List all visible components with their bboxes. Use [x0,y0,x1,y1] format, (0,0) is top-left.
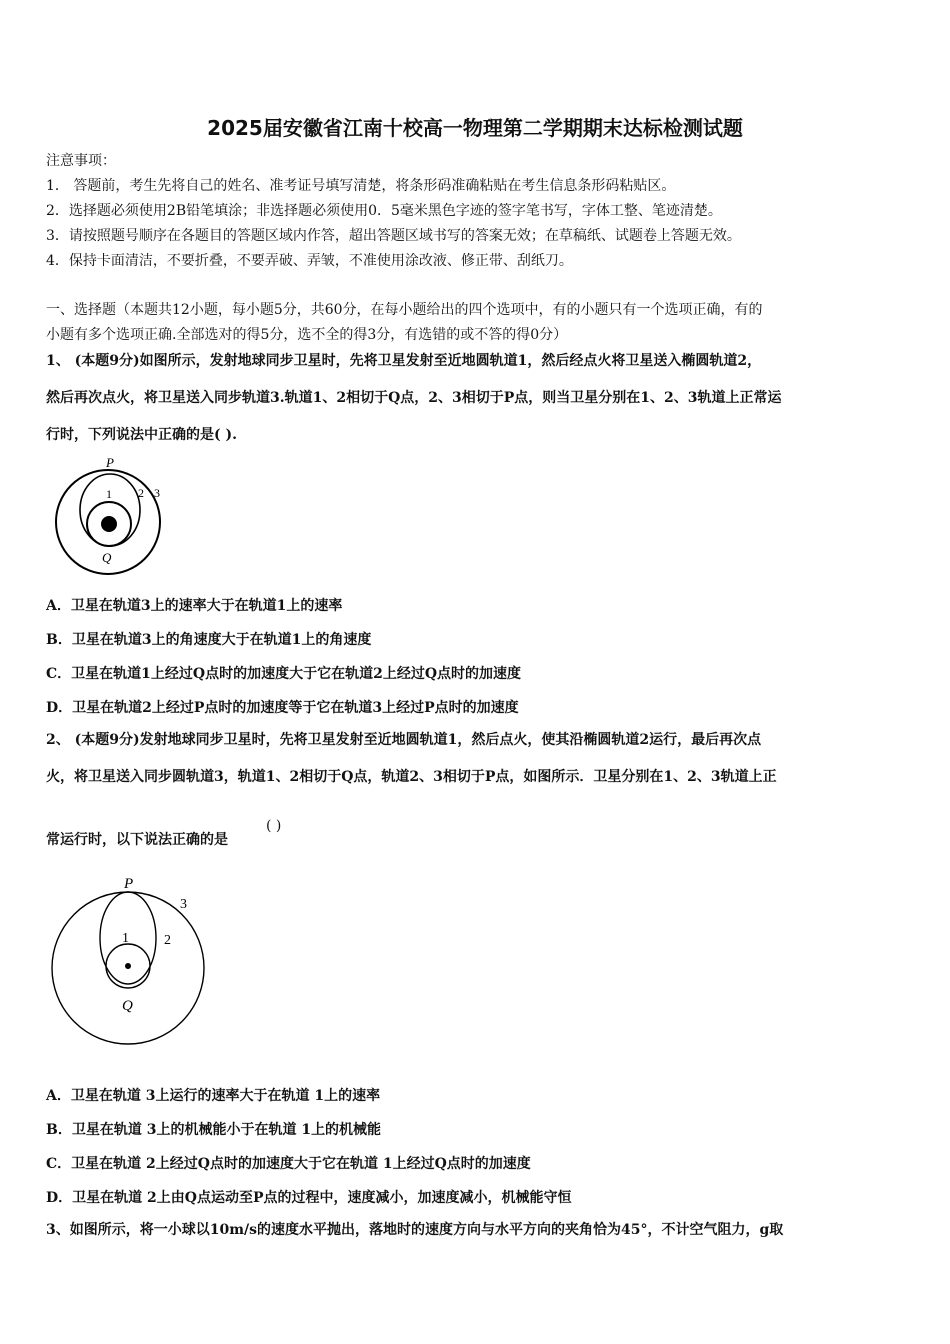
q1-option-a: A．卫星在轨道3上的速率大于在轨道1上的速率 [46,598,343,614]
q1-stem-line3: 行时，下列说法中正确的是( ). [46,427,237,443]
q1-option-c: C．卫星在轨道1上经过Q点时的加速度大于它在轨道2上经过Q点时的加速度 [46,666,522,682]
q2-option-a: A．卫星在轨道 3上运行的速率大于在轨道 1上的速率 [46,1088,381,1104]
q2-option-c: C．卫星在轨道 2上经过Q点时的加速度大于它在轨道 1上经过Q点时的加速度 [46,1156,531,1172]
q2-option-d: D．卫星在轨道 2上由Q点运动至P点的过程中，速度减小，加速度减小，机械能守恒 [46,1190,572,1206]
notice-item: 2．选择题必须使用2B铅笔填涂；非选择题必须使用0．5毫米黑色字迹的签字笔书写，字体工整、笔迹清楚。 [46,203,722,219]
q2-earth [125,963,131,969]
q1-stem-line2: 然后再次点火，将卫星送入同步轨道3.轨道1、2相切于Q点，2、3相切于P点，则当卫星分别在1、2、3轨道上正常运 [46,390,782,406]
section-intro-line1: 一、选择题（本题共12小题，每小题5分，共60分，在每小题给出的四个选项中，有的小题只有一个选项正确，有的 [46,302,763,318]
q1-label-3: 3 [154,486,160,500]
q2-stem-line1: 2、 (本题9分)发射地球同步卫星时，先将卫星发射至近地圆轨道1，然后点火，使其沿椭圆轨道2运行，最后再次点 [46,732,762,748]
q2-orbit-figure [46,872,216,1050]
q1-option-d: D．卫星在轨道2上经过P点时的加速度等于它在轨道3上经过P点时的加速度 [46,700,519,716]
q2-answer-paren: ( ) [266,818,282,834]
q2-label-p: P [124,876,134,892]
notice-item: 4．保持卡面清洁，不要折叠，不要弄破、弄皱，不准使用涂改液、修正带、刮纸刀。 [46,253,573,269]
q3-stem-line1: 3、如图所示，将一小球以10m/s的速度水平抛出，落地时的速度方向与水平方向的夹角恰为45°，不计空气阻力，g取 [46,1222,784,1238]
q1-earth [101,516,117,532]
q1-label-1: 1 [106,487,112,501]
q1-option-b: B．卫星在轨道3上的角速度大于在轨道1上的角速度 [46,632,372,648]
q2-label-2: 2 [164,933,171,948]
q2-stem-line2: 火，将卫星送入同步圆轨道3，轨道1、2相切于Q点，轨道2、3相切于P点，如图所示．卫星分别在1、2、3轨道上正 [46,769,777,785]
q1-label-q: Q [102,550,112,565]
notice-heading: 注意事项： [46,153,116,169]
q2-stem-line3: 常运行时，以下说法正确的是 [46,832,228,848]
q1-label-2: 2 [138,486,144,500]
q2-label-1: 1 [122,931,129,946]
q1-orbit-figure [46,452,176,580]
page-title: 2025届安徽省江南十校高一物理第二学期期末达标检测试题 [207,116,743,140]
section-intro-line2: 小题有多个选项正确.全部选对的得5分，选不全的得3分，有选错的或不答的得0分） [46,327,568,343]
q1-stem-line1: 1、 (本题9分)如图所示，发射地球同步卫星时，先将卫星发射至近地圆轨道1，然后经点火将卫星送入椭圆轨道2， [46,353,762,369]
q1-label-p: P [106,455,114,470]
notice-item: 3．请按照题号顺序在各题目的答题区域内作答，超出答题区域书写的答案无效；在草稿纸、试题卷上答题无效。 [46,228,741,244]
q2-option-b: B．卫星在轨道 3上的机械能小于在轨道 1上的机械能 [46,1122,382,1138]
q2-label-3: 3 [180,897,187,912]
q2-label-q: Q [122,998,133,1014]
notice-item: 1． 答题前，考生先将自己的姓名、准考证号填写清楚，将条形码准确粘贴在考生信息条形码粘贴区。 [46,178,676,194]
